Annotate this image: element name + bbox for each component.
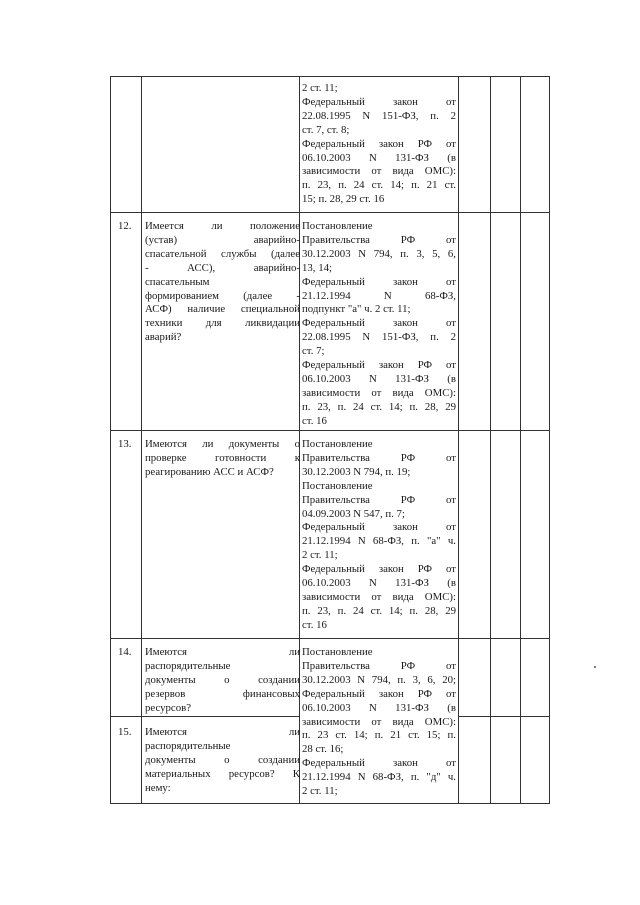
column-divider-legal xyxy=(458,76,459,804)
question-line: спасательным xyxy=(145,275,210,288)
legal-line: Правительства РФ от xyxy=(302,233,456,246)
row-number: 13. xyxy=(118,438,132,450)
question-cell xyxy=(145,646,300,716)
table-border-top xyxy=(110,76,550,77)
question-cell xyxy=(145,726,300,796)
legal-line: Правительства РФ от xyxy=(302,451,456,464)
question-line: аварий? xyxy=(145,331,182,344)
legal-line: 06.10.2003 N 131-ФЗ (в xyxy=(302,701,456,714)
legal-line: 2 ст. 11; xyxy=(302,82,338,94)
question-line: распорядительные xyxy=(145,739,231,752)
question-line: документы о создании xyxy=(145,673,300,686)
legal-line: ст. 16 xyxy=(302,414,327,427)
legal-line: Правительства РФ от xyxy=(302,659,456,672)
question-line: Имеются ли xyxy=(145,726,300,738)
question-line: нему: xyxy=(145,781,171,794)
legal-line: 30.12.2003 N 794, п. 19; xyxy=(302,465,411,478)
legal-basis-cell xyxy=(302,220,456,429)
legal-line: зависимости от вида ОМС): xyxy=(302,715,456,728)
legal-line: 21.12.1994 N 68-ФЗ, п. "а" ч. xyxy=(302,535,456,548)
table-border-left xyxy=(110,76,111,804)
legal-line: зависимости от вида ОМС): xyxy=(302,386,456,399)
scan-speck xyxy=(594,666,596,668)
legal-line: ст. 7, ст. 8; xyxy=(302,123,350,136)
legal-line: п. 23, п. 24 ст. 14; п. 21 ст. xyxy=(302,179,456,192)
legal-line: Федеральный закон РФ от xyxy=(302,137,456,150)
question-line: материальных ресурсов? К xyxy=(145,767,300,780)
legal-line: 22.08.1995 N 151-ФЗ, п. 2 xyxy=(302,109,456,122)
row-divider xyxy=(110,638,550,639)
row-divider xyxy=(110,430,550,431)
question-line: формированием (далее - xyxy=(145,289,300,302)
question-cell xyxy=(145,220,300,345)
legal-line: 06.10.2003 N 131-ФЗ (в xyxy=(302,151,456,164)
legal-basis-cell xyxy=(302,438,456,633)
row-divider xyxy=(110,212,550,213)
legal-line: п. 23, п. 24 ст. 14; п. 28, 29 xyxy=(302,604,456,617)
question-line: распорядительные xyxy=(145,659,231,672)
legal-line: Постановление xyxy=(302,646,373,658)
legal-basis-cell-merged xyxy=(302,646,456,799)
row-number: 15. xyxy=(118,726,132,738)
column-divider-check-1 xyxy=(490,76,491,804)
question-line: Имеются ли документы о xyxy=(145,438,300,450)
question-line: резервов финансовых xyxy=(145,687,300,700)
row-number: 12. xyxy=(118,220,132,232)
legal-line: 06.10.2003 N 131-ФЗ (в xyxy=(302,577,456,590)
legal-line: подпункт "а" ч. 2 ст. 11; xyxy=(302,303,411,316)
question-line: документы о создании xyxy=(145,753,300,766)
legal-line: 22.08.1995 N 151-ФЗ, п. 2 xyxy=(302,331,456,344)
legal-line: ст. 16 xyxy=(302,618,327,631)
legal-line: Федеральный закон от xyxy=(302,317,456,330)
question-line: Имеется ли положение xyxy=(145,220,300,232)
legal-line: 15; п. 28, 29 ст. 16 xyxy=(302,193,385,206)
legal-line: 2 ст. 11; xyxy=(302,549,338,562)
table-border-bottom xyxy=(110,803,550,804)
question-line: техники для ликвидации xyxy=(145,317,300,330)
question-line: проверке готовности к xyxy=(145,451,300,464)
legal-line: Федеральный закон от xyxy=(302,521,456,534)
legal-line: 21.12.1994 N 68-ФЗ, п. "д" ч. xyxy=(302,771,456,784)
legal-line: зависимости от вида ОМС): xyxy=(302,165,456,178)
question-line: реагированию АСС и АСФ? xyxy=(145,465,274,478)
legal-line: 2 ст. 11; xyxy=(302,785,338,798)
question-line: Имеются ли xyxy=(145,646,300,658)
legal-line: 06.10.2003 N 131-ФЗ (в xyxy=(302,372,456,385)
table-border-right xyxy=(549,76,550,804)
legal-line: 13, 14; xyxy=(302,261,332,274)
checklist-table xyxy=(110,76,550,804)
legal-line: 04.09.2003 N 547, п. 7; xyxy=(302,507,405,520)
legal-line: 30.12.2003 N 794, п. 3, 6, 20; xyxy=(302,673,456,686)
legal-line: Постановление xyxy=(302,479,373,492)
legal-line: Постановление xyxy=(302,220,373,232)
question-line: АСФ) наличие специальной xyxy=(145,303,300,316)
legal-line: зависимости от вида ОМС): xyxy=(302,590,456,603)
column-divider-number xyxy=(141,76,142,804)
row-divider-partial xyxy=(458,716,550,717)
legal-line: Федеральный закон от xyxy=(302,95,456,108)
row-number: 14. xyxy=(118,646,132,658)
legal-line: п. 23, п. 24 ст. 14; п. 28, 29 xyxy=(302,400,456,413)
legal-line: Федеральный закон РФ от xyxy=(302,563,456,576)
legal-line: 30.12.2003 N 794, п. 3, 5, 6, xyxy=(302,247,456,260)
legal-line: ст. 7; xyxy=(302,345,325,358)
legal-line: Федеральный закон от xyxy=(302,757,456,770)
legal-line: Федеральный закон от xyxy=(302,275,456,288)
legal-line: Постановление xyxy=(302,438,373,450)
legal-line: 28 ст. 16; xyxy=(302,743,344,756)
legal-line: п. 23 ст. 14; п. 21 ст. 15; п. xyxy=(302,729,456,742)
legal-line: Федеральный закон РФ от xyxy=(302,359,456,372)
question-cell xyxy=(145,438,300,480)
legal-line: 21.12.1994 N 68-ФЗ, xyxy=(302,289,456,302)
legal-basis-cell xyxy=(302,82,456,207)
legal-line: Федеральный закон РФ от xyxy=(302,687,456,700)
row-divider-partial xyxy=(110,716,300,717)
question-line: (устав) аварийно- xyxy=(145,233,300,246)
question-line: ресурсов? xyxy=(145,701,191,714)
question-line: спасательной службы (далее xyxy=(145,247,300,260)
column-divider-check-2 xyxy=(520,76,521,804)
legal-line: Правительства РФ от xyxy=(302,493,456,506)
question-line: - АСС), аварийно- xyxy=(145,261,300,274)
